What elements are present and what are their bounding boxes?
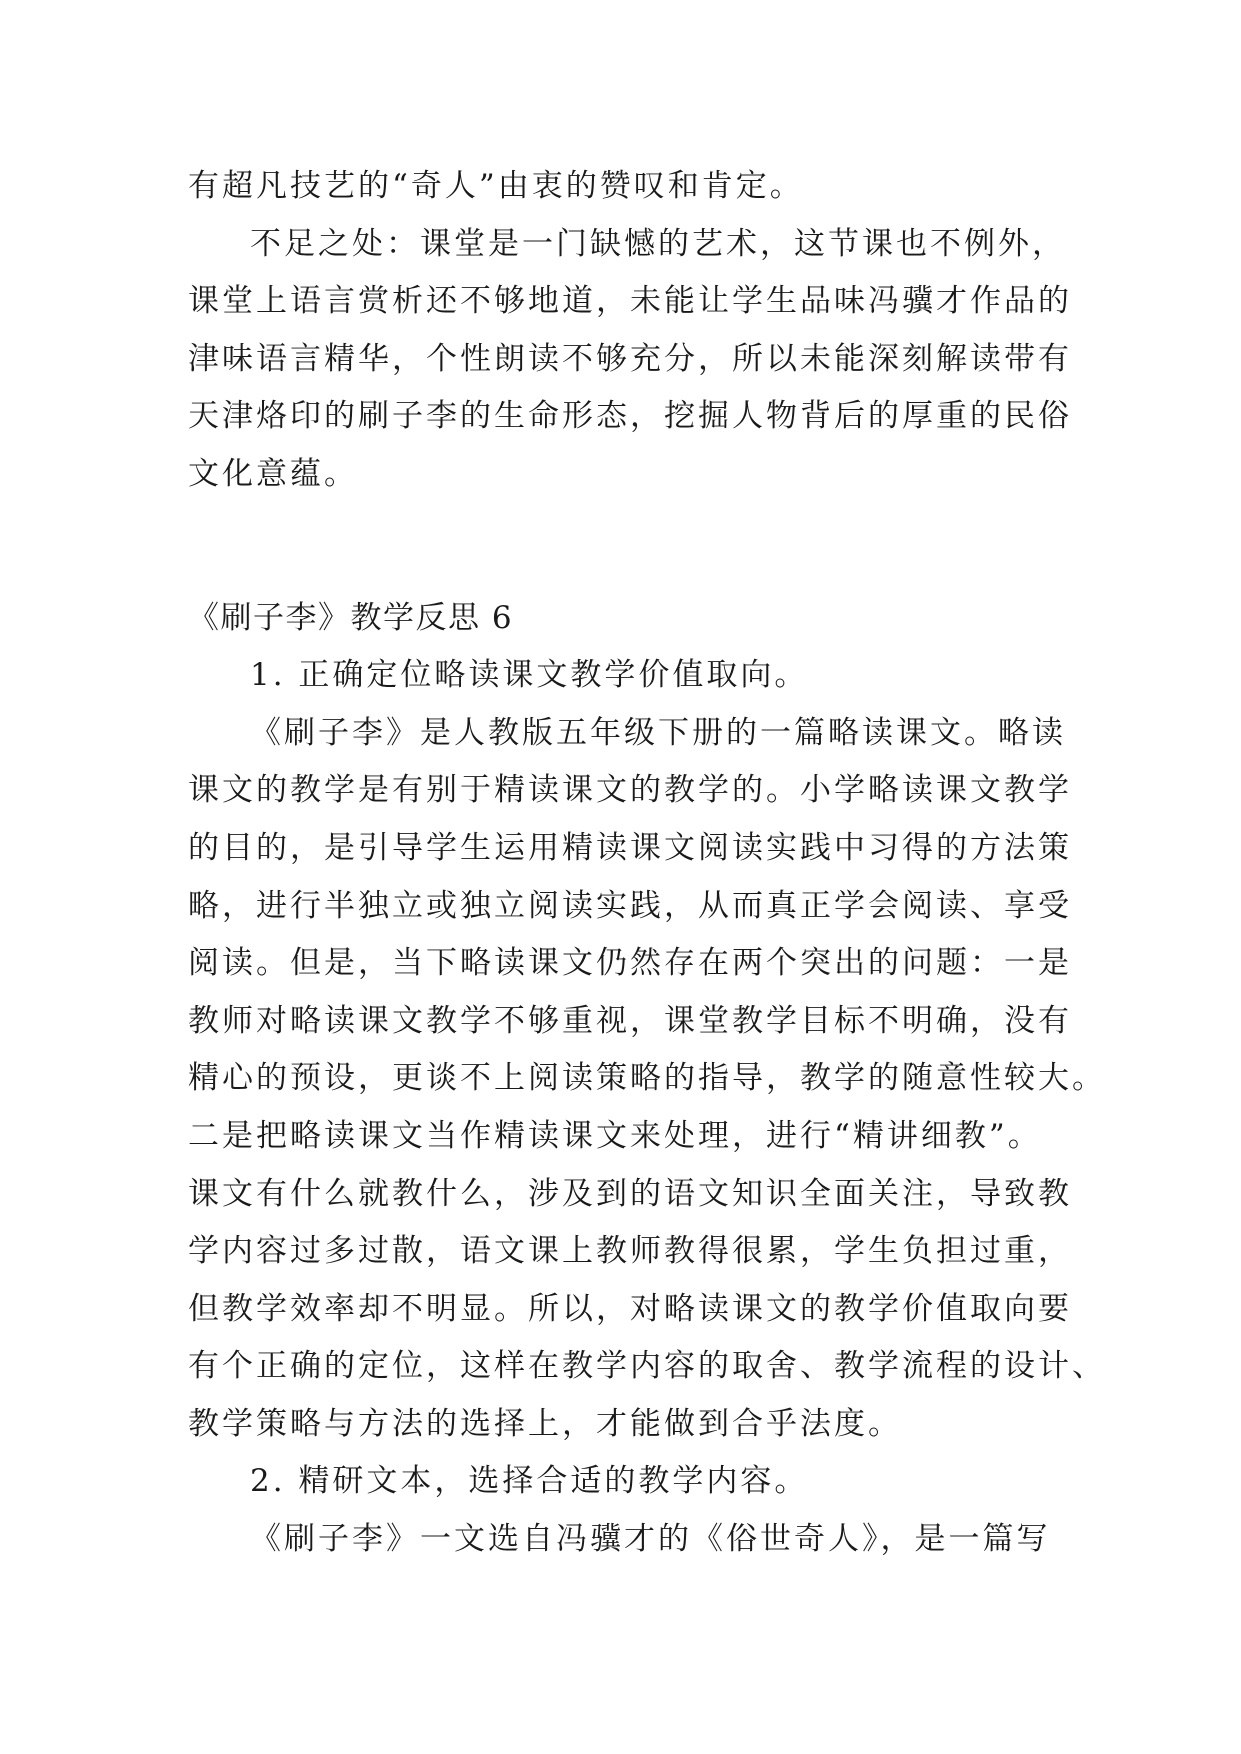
numbered-point: 2. 精研文本，选择合适的教学内容。	[250, 1463, 809, 1500]
paragraph-line: 精心的预设，更谈不上阅读策略的指导，教学的随意性较大。	[188, 1060, 1106, 1097]
paragraph-line: 略，进行半独立或独立阅读实践，从而真正学会阅读、享受	[188, 887, 1072, 924]
paragraph-line: 二是把略读课文当作精读课文来处理，进行“精讲细教”。	[188, 1117, 1042, 1154]
paragraph-line: 不足之处：课堂是一门缺憾的艺术，这节课也不例外，	[250, 225, 1066, 262]
numbered-point: 1. 正确定位略读课文教学价值取向。	[250, 657, 809, 694]
paragraph-line: 的目的，是引导学生运用精读课文阅读实践中习得的方法策	[188, 829, 1072, 866]
section-heading: 《刷子李》教学反思 6	[188, 599, 514, 636]
paragraph-line: 有超凡技艺的“奇人”由衷的赞叹和肯定。	[188, 168, 804, 204]
paragraph-line: 课文的教学是有别于精读课文的教学的。小学略读课文教学	[188, 772, 1072, 809]
paragraph-line: 教学策略与方法的选择上，才能做到合乎法度。	[188, 1405, 902, 1442]
paragraph-line: 天津烙印的刷子李的生命形态，挖掘人物背后的厚重的民俗	[188, 398, 1072, 435]
paragraph-line: 课堂上语言赏析还不够地道，未能让学生品味冯骥才作品的	[188, 283, 1072, 320]
paragraph-line: 但教学效率却不明显。所以，对略读课文的教学价值取向要	[188, 1290, 1072, 1327]
paragraph-line: 教师对略读课文教学不够重视，课堂教学目标不明确，没有	[188, 1002, 1072, 1039]
paragraph-line: 文化意蕴。	[188, 455, 358, 492]
document-body	[188, 158, 1106, 1569]
paragraph-line: 《刷子李》一文选自冯骥才的《俗世奇人》，是一篇写	[250, 1521, 1051, 1558]
paragraph-line: 学内容过多过散，语文课上教师教得很累，学生负担过重，	[188, 1233, 1072, 1270]
paragraph-line: 阅读。但是，当下略读课文仍然存在两个突出的问题：一是	[188, 945, 1072, 982]
paragraph-line: 《刷子李》是人教版五年级下册的一篇略读课文。略读	[250, 714, 1066, 751]
section-gap	[188, 504, 1063, 590]
paragraph-line: 课文有什么就教什么，涉及到的语文知识全面关注，导致教	[188, 1175, 1072, 1212]
paragraph-line: 津味语言精华，个性朗读不够充分，所以未能深刻解读带有	[188, 340, 1072, 377]
paragraph-line: 有个正确的定位，这样在教学内容的取舍、教学流程的设计、	[188, 1348, 1106, 1385]
